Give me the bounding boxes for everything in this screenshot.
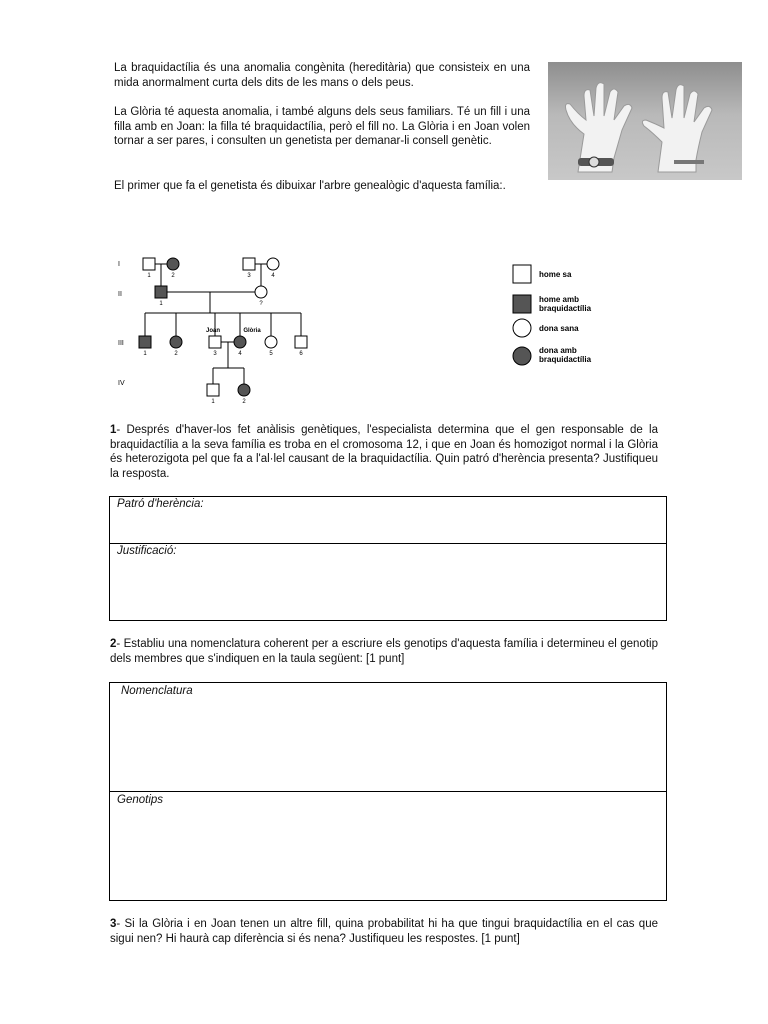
pedigree-female-affected xyxy=(238,384,250,396)
generation-label: IV xyxy=(118,380,125,387)
individual-number: 1 xyxy=(147,273,151,279)
question-number: 2 xyxy=(110,638,117,650)
answer-box-1 xyxy=(109,496,667,621)
question-number: 1 xyxy=(110,424,117,436)
nomenclature-row[interactable] xyxy=(110,683,666,792)
name-gloria: Glòria xyxy=(243,328,261,334)
legend-label: dona sana xyxy=(539,324,579,333)
justification-label: Justificació: xyxy=(117,545,177,557)
legend-female-affected-symbol xyxy=(513,347,531,365)
individual-number: 2 xyxy=(171,273,175,279)
individual-number: 6 xyxy=(299,351,303,357)
pedigree-male-healthy xyxy=(295,336,307,348)
name-joan: Joan xyxy=(205,328,221,334)
question-text: - Si la Glòria i en Joan tenen un altre fill, quina probabilitat hi ha que tingui braquidactília en el cas que sigui nen? Hi haurà cap diferència si és nena? Justifiqueu les respostes. [1 punt] xyxy=(110,918,658,945)
pedigree-female-healthy xyxy=(265,336,277,348)
generation-label: I xyxy=(118,261,120,268)
intro-paragraph-2: La Glòria té aquesta anomalia, i també alguns dels seus familiars. Té un fill i una filla amb en Joan: la filla té braquidactília, però el fill no. La Glòria i en Joan volen tornar a ser pares, i consulten un genetista per demanar-li consell genètic. xyxy=(114,106,530,147)
generation-label: II xyxy=(118,291,122,298)
individual-number: 3 xyxy=(213,351,217,357)
legend-female-healthy-symbol xyxy=(513,319,531,337)
individual-number: 3 xyxy=(247,273,251,279)
individual-number: 2 xyxy=(242,399,246,405)
individual-number: 1 xyxy=(211,399,215,405)
pedigree-male-affected xyxy=(155,286,167,298)
legend-male-healthy-symbol xyxy=(513,265,531,283)
individual-number: 1 xyxy=(159,301,163,307)
question-text: - Establiu una nomenclatura coherent per a escriure els genotips d'aquesta família i determineu el genotip dels membres que s'indiquen en la taula següent: [1 punt] xyxy=(110,638,658,665)
pedigree-male-healthy xyxy=(207,384,219,396)
individual-number: 5 xyxy=(269,351,273,357)
pedigree-female-healthy xyxy=(267,258,279,270)
question-number: 3 xyxy=(110,918,117,930)
generation-label: III xyxy=(118,340,124,347)
pedigree-legend xyxy=(510,262,630,372)
pedigree-male-joan xyxy=(209,336,221,348)
pedigree-male-healthy xyxy=(143,258,155,270)
legend-male-affected-symbol xyxy=(513,295,531,313)
legend-label: home amb braquidactília xyxy=(539,295,592,313)
question-1 xyxy=(110,423,658,481)
genotypes-label: Genotips xyxy=(117,794,164,806)
nomenclature-label: Nomenclatura xyxy=(121,685,193,697)
intro-paragraph-3: El primer que fa el genetista és dibuixar l'arbre genealògic d'aquesta família:. xyxy=(114,180,506,192)
individual-number: ? xyxy=(259,301,263,307)
legend-label: dona amb braquidactília xyxy=(539,346,592,364)
question-3 xyxy=(110,917,658,946)
hands-photo xyxy=(548,62,742,180)
individual-number: 4 xyxy=(238,351,242,357)
answer-box-2 xyxy=(109,682,667,901)
pedigree-male-affected xyxy=(139,336,151,348)
intro-paragraph-1: La braquidactília és una anomalia congènita (hereditària) que consisteix en una mida anormalment curta dels dits de les mans o dels peus. xyxy=(114,62,530,89)
individual-number: 2 xyxy=(174,351,178,357)
question-text: - Després d'haver-los fet anàlisis genètiques, l'especialista determina que el gen responsable de la braquidactília a la seva família es troba en el cromosoma 12, i que en Joan és homozigot normal i la Glòria és heterozigota pel que fa a l'al·lel causant de la braquidactília. Quin patró d'herència presenta? Justifiqueu la resposta. xyxy=(110,424,658,480)
pedigree-chart xyxy=(110,250,340,410)
pedigree-male-healthy xyxy=(243,258,255,270)
pedigree-female-healthy xyxy=(255,286,267,298)
legend-label: home sa xyxy=(539,270,572,279)
pattern-label: Patró d'herència: xyxy=(117,498,204,510)
pedigree-female-affected xyxy=(170,336,182,348)
individual-number: 4 xyxy=(271,273,275,279)
question-2 xyxy=(110,637,658,666)
individual-number: 1 xyxy=(143,351,147,357)
pedigree-female-affected xyxy=(167,258,179,270)
pedigree-female-gloria xyxy=(234,336,246,348)
